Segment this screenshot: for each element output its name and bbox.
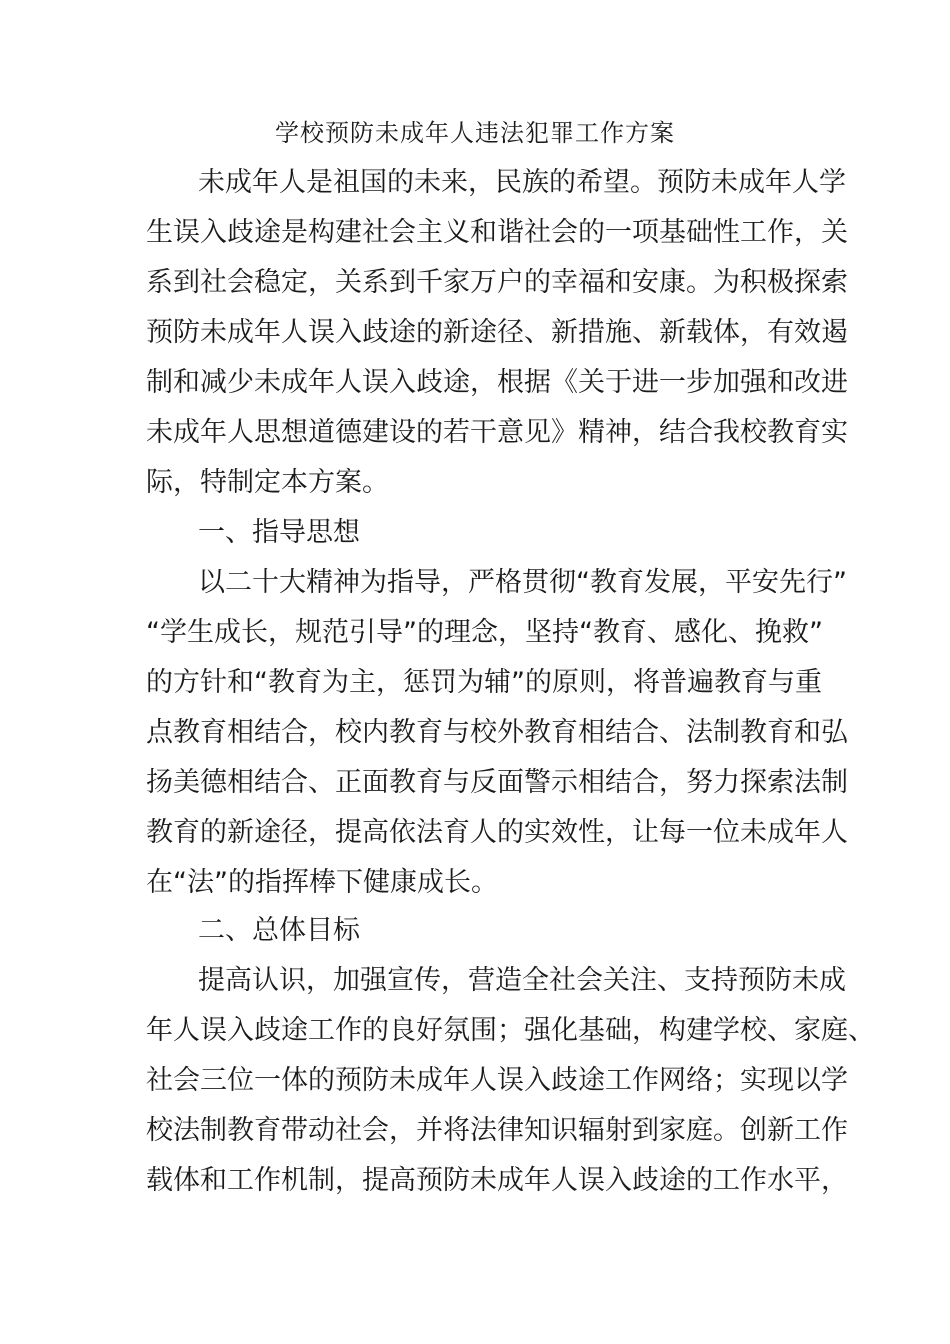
paragraph-line: 校法制教育带动社会，并将法律知识辐射到家庭。创新工作 <box>146 1115 848 1146</box>
paragraph-line: 预防未成年人误入歧途的新途径、新措施、新载体，有效遏 <box>146 317 848 348</box>
paragraph-line: 际，特制定本方案。 <box>146 467 389 498</box>
section-heading: 一、指导思想 <box>198 517 360 548</box>
paragraph-line: 年人误入歧途工作的良好氛围；强化基础，构建学校、家庭、 <box>146 1015 875 1046</box>
paragraph-line: 的方针和“教育为主，惩罚为辅”的原则，将普遍教育与重 <box>146 667 822 698</box>
paragraph-line: 在“法”的指挥棒下健康成长。 <box>146 867 498 898</box>
paragraph-line: 点教育相结合，校内教育与校外教育相结合、法制教育和弘 <box>146 717 848 748</box>
paragraph-line: 未成年人是祖国的未来，民族的希望。预防未成年人学 <box>198 167 846 198</box>
paragraph-line: 载体和工作机制，提高预防未成年人误入歧途的工作水平， <box>146 1165 848 1196</box>
paragraph-line: 教育的新途径，提高依法育人的实效性，让每一位未成年人 <box>146 817 848 848</box>
paragraph-line: 扬美德相结合、正面教育与反面警示相结合，努力探索法制 <box>146 767 848 798</box>
paragraph-line: 提高认识，加强宣传，营造全社会关注、支持预防未成 <box>198 965 846 996</box>
paragraph-line: 生误入歧途是构建社会主义和谐社会的一项基础性工作，关 <box>146 217 848 248</box>
paragraph-line: 社会三位一体的预防未成年人误入歧途工作网络；实现以学 <box>146 1065 848 1096</box>
section-heading: 二、总体目标 <box>198 915 360 946</box>
paragraph-line: 以二十大精神为指导，严格贯彻“教育发展，平安先行” <box>198 567 847 598</box>
paragraph-line: 未成年人思想道德建设的若干意见》精神，结合我校教育实 <box>146 417 848 448</box>
paragraph-line: 系到社会稳定，关系到千家万户的幸福和安康。为积极探索 <box>146 267 848 298</box>
document-title: 学校预防未成年人违法犯罪工作方案 <box>275 119 675 147</box>
paragraph-line: 制和减少未成年人误入歧途，根据《关于进一步加强和改进 <box>146 367 848 398</box>
paragraph-line: “学生成长，规范引导”的理念，坚持“教育、感化、挽救” <box>146 617 823 648</box>
